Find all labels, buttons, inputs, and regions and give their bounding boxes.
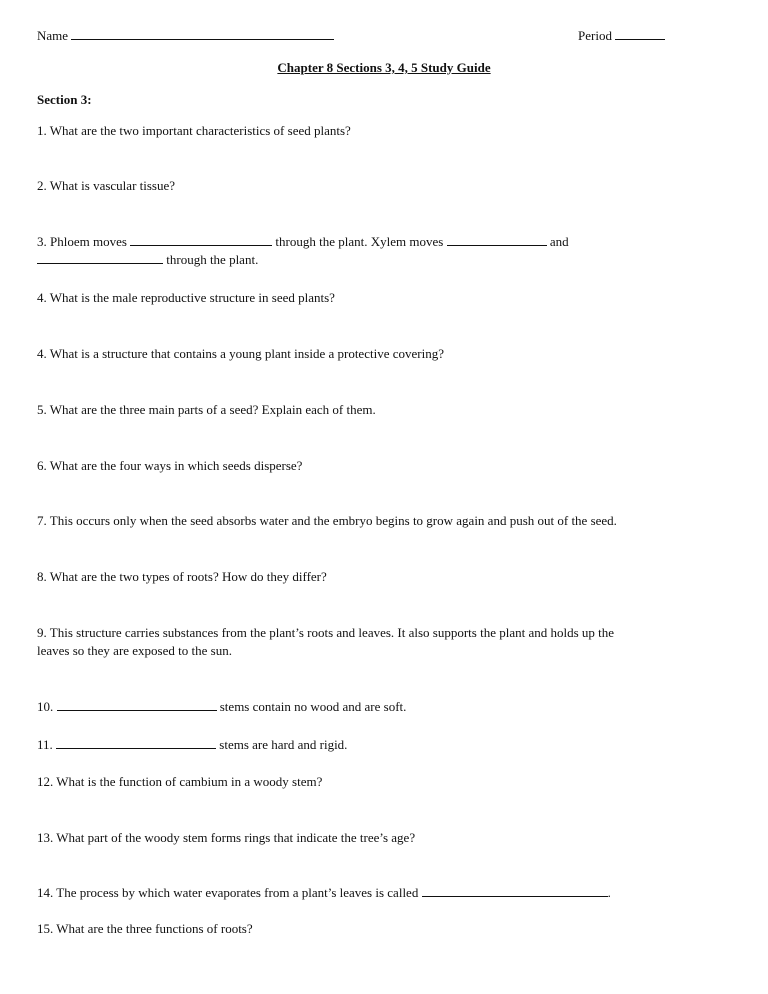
name-field bbox=[37, 27, 334, 44]
question-5: 5. What are the three main parts of a seed? Explain each of them. bbox=[37, 402, 376, 417]
q14-blank[interactable] bbox=[422, 885, 608, 897]
q10-number: 10. bbox=[37, 699, 54, 714]
q11-number: 11. bbox=[37, 737, 53, 752]
question-4a: 4. What is the male reproductive structure in seed plants? bbox=[37, 290, 335, 305]
q3-part-d: through the plant. bbox=[166, 252, 259, 267]
xylem-blank-1[interactable] bbox=[447, 234, 547, 246]
question-8: 8. What are the two types of roots? How do they differ? bbox=[37, 569, 327, 584]
question-12: 12. What is the function of cambium in a woody stem? bbox=[37, 774, 323, 789]
question-11 bbox=[37, 736, 347, 753]
question-3-line-1 bbox=[37, 233, 569, 250]
q10-blank[interactable] bbox=[57, 699, 217, 711]
question-3-line-2 bbox=[37, 251, 258, 268]
question-6: 6. What are the four ways in which seeds disperse? bbox=[37, 458, 303, 473]
q10-text: stems contain no wood and are soft. bbox=[219, 699, 407, 714]
q11-blank[interactable] bbox=[56, 737, 216, 749]
phloem-blank[interactable] bbox=[130, 234, 272, 246]
question-9-line-2: leaves so they are exposed to the sun. bbox=[37, 643, 232, 658]
q3-part-a: 3. Phloem moves bbox=[37, 234, 127, 249]
q11-text: stems are hard and rigid. bbox=[219, 737, 348, 752]
q3-part-b: through the plant. Xylem moves bbox=[275, 234, 444, 249]
period-blank[interactable] bbox=[615, 28, 665, 40]
section-heading: Section 3: bbox=[37, 92, 92, 107]
question-4b: 4. What is a structure that contains a young plant inside a protective covering? bbox=[37, 346, 444, 361]
name-blank[interactable] bbox=[71, 28, 334, 40]
name-label: Name bbox=[37, 28, 69, 43]
question-15: 15. What are the three functions of roots? bbox=[37, 921, 253, 936]
period-label: Period bbox=[578, 28, 612, 43]
question-10 bbox=[37, 698, 406, 715]
question-2: 2. What is vascular tissue? bbox=[37, 178, 176, 193]
period-field bbox=[578, 27, 665, 44]
question-14 bbox=[37, 884, 611, 901]
q14-text: 14. The process by which water evaporates from a plant’s leaves is called bbox=[37, 885, 419, 900]
question-9-line-1: 9. This structure carries substances from the plant’s roots and leaves. It also supports the plant and holds up the bbox=[37, 625, 615, 640]
page-title: Chapter 8 Sections 3, 4, 5 Study Guide bbox=[277, 60, 491, 75]
question-1: 1. What are the two important characteristics of seed plants? bbox=[37, 123, 351, 138]
q14-period: . bbox=[607, 885, 611, 900]
question-7: 7. This occurs only when the seed absorbs water and the embryo begins to grow again and push out of the seed. bbox=[37, 513, 617, 528]
question-13: 13. What part of the woody stem forms rings that indicate the tree’s age? bbox=[37, 830, 416, 845]
q3-part-c: and bbox=[549, 234, 569, 249]
xylem-blank-2[interactable] bbox=[37, 252, 163, 264]
